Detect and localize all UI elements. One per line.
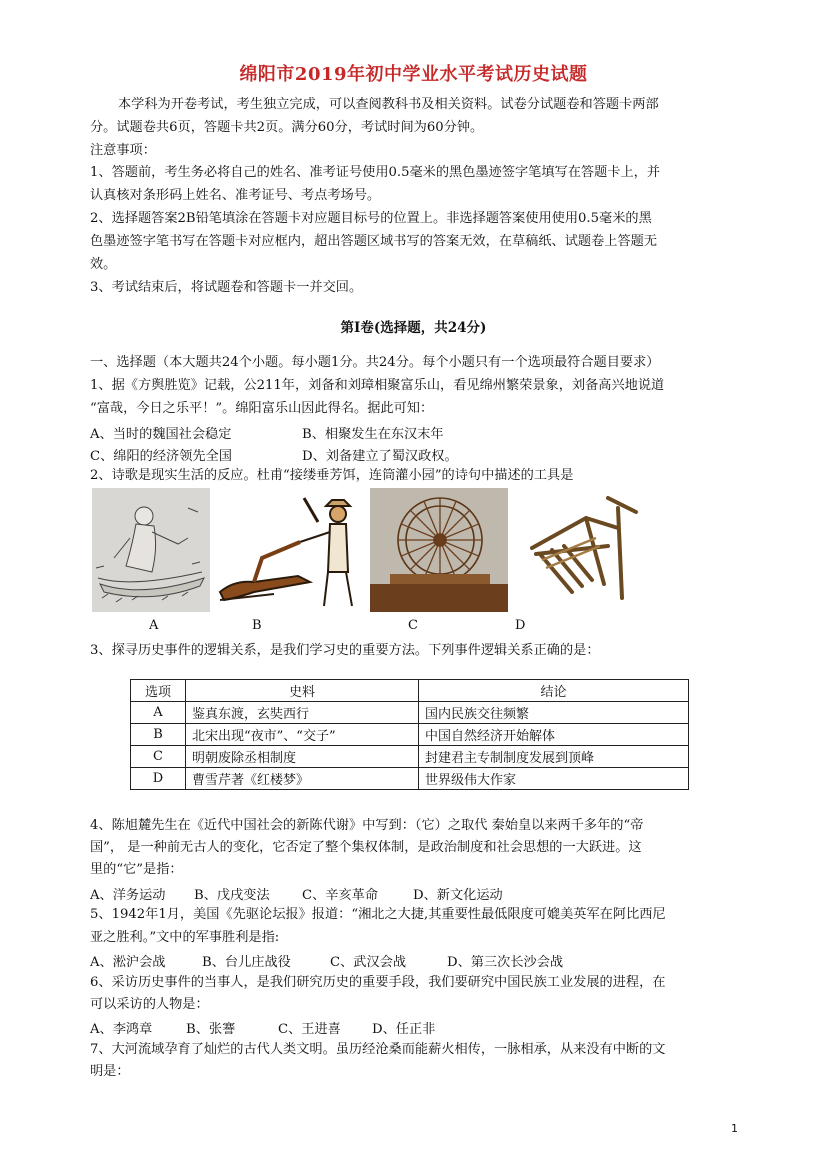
q5-stem-b: 亚之胜利。”文中的军事胜利是指: (90, 930, 280, 945)
q5-option-b: B、台儿庄战役 (202, 955, 291, 970)
header-conclusion: 结论 (419, 680, 689, 702)
row-d-option: D (131, 768, 186, 790)
q2-image-row (92, 488, 640, 614)
row-a-option: A (131, 702, 186, 724)
q4-options (90, 884, 503, 903)
section-title: 第Ⅰ卷(选择题，共24分) (340, 320, 487, 336)
q5-stem-a: 5、1942年1月，美国《先驱论坛报》报道：“湘北之大捷,其重要性最低限度可媲美英军在阿比西尼 (90, 907, 666, 922)
q2-label-b: B (252, 618, 262, 633)
q1-option-b: B、相聚发生在东汉末年 (302, 427, 444, 442)
q1-options-row-2 (90, 445, 458, 464)
row-b-source: 北宋出现“夜市”、“交子” (186, 724, 419, 746)
q2-label-d: D (515, 618, 526, 633)
page-number: 1 (731, 1122, 738, 1135)
bamboo-tool-image (512, 488, 640, 612)
row-d-conclusion: 世界级伟大作家 (419, 768, 689, 790)
q5-option-c: C、武汉会战 (330, 955, 407, 970)
q5-options (90, 951, 563, 970)
header-source: 史料 (186, 680, 419, 702)
q5-option-a: A、淞沪会战 (90, 955, 166, 970)
q4-stem-a: 4、陈旭麓先生在《近代中国社会的新陈代谢》中写到：（它）之取代 秦始皇以来两千多年的“帝 (90, 818, 644, 833)
water-wheel-image (370, 488, 508, 612)
table-row (131, 768, 689, 790)
q5-option-d: D、第三次长沙会战 (447, 955, 564, 970)
q1-options-row-1 (90, 423, 444, 442)
notice-item-1a: 1、答题前，考生务必将自己的姓名、准考证号使用0.5毫米的黑色墨迹签字笔填写在答题卡上，并 (90, 165, 661, 180)
table-row (131, 702, 689, 724)
q1-option-c: C、绵阳的经济领先全国 (90, 449, 232, 464)
q6-option-b: B、张謇 (186, 1022, 236, 1037)
q6-stem-a: 6、采访历史事件的当事人，是我们研究历史的重要手段，我们要研究中国民族工业发展的进程，在 (90, 975, 666, 990)
q4-option-a: A、洋务运动 (90, 888, 166, 903)
q6-option-c: C、王进喜 (278, 1022, 341, 1037)
q7-stem-b: 明是： (90, 1064, 130, 1079)
q4-option-b: B、戊戌变法 (194, 888, 270, 903)
q2-label-a: A (149, 618, 159, 633)
part-header: 一、选择题（本大题共24个小题。每小题1分。共24分。每个小题只有一个选项最符合题目要求） (90, 355, 660, 370)
q3-stem: 3、探寻历史事件的逻辑关系，是我们学习史的重要方法。下列事件逻辑关系正确的是： (90, 643, 600, 658)
q6-options (90, 1018, 435, 1037)
exam-title: 绵阳市2019年初中学业水平考试历史试题 (239, 64, 588, 85)
row-c-option: C (131, 746, 186, 768)
q6-option-d: D、任正非 (372, 1022, 436, 1037)
table-row (131, 746, 689, 768)
q2-label-c: C (408, 618, 418, 633)
row-d-source: 曹雪芹著《红楼梦》 (186, 768, 419, 790)
row-c-source: 明朝废除丞相制度 (186, 746, 419, 768)
q3-table-header (131, 680, 689, 702)
q4-option-d: D、新文化运动 (413, 888, 503, 903)
notice-heading: 注意事项： (90, 143, 156, 158)
intro-line-2: 分。试题卷共6页，答题卡共2页。满分60分，考试时间为60分钟。 (90, 120, 484, 135)
row-b-conclusion: 中国自然经济开始解体 (419, 724, 689, 746)
row-c-conclusion: 封建君主专制制度发展到顶峰 (419, 746, 689, 768)
row-a-source: 鉴真东渡，玄奘西行 (186, 702, 419, 724)
row-a-conclusion: 国内民族交往频繁 (419, 702, 689, 724)
fisherman-sketch-image (92, 488, 210, 612)
table-row (131, 724, 689, 746)
q4-stem-b: 国”， 是一种前无古人的变化，它否定了整个集权体制，是政治制度和社会思想的一大跃进。这 (90, 840, 642, 855)
notice-item-2b: 色墨迹签字笔书写在答题卡对应框内，超出答题区域书写的答案无效，在草稿纸、试题卷上答题无 (90, 234, 658, 249)
q6-stem-b: 可以采访的人物是： (90, 997, 209, 1012)
q1-option-a: A、当时的魏国社会稳定 (90, 427, 232, 442)
q4-option-c: C、辛亥革命 (302, 888, 379, 903)
q1-option-d: D、刘备建立了蜀汉政权。 (302, 449, 458, 464)
q6-option-a: A、李鸿章 (90, 1022, 153, 1037)
notice-item-2a: 2、选择题答案2B铅笔填涂在答题卡对应题目标号的位置上。非选择题答案使用使用0.5毫米的黑 (90, 211, 652, 226)
notice-item-1b: 认真核对条形码上姓名、准考证号、考点考场号。 (90, 188, 381, 203)
q1-stem-a: 1、据《方舆胜览》记载，公211年，刘备和刘璋相聚富乐山，看见绵州繁荣景象，刘备高兴地说道 (90, 378, 665, 393)
plough-man-image (214, 488, 364, 612)
q7-stem-a: 7、大河流域孕育了灿烂的古代人类文明。虽历经沧桑而能薪火相传，一脉相承，从来没有中断的文 (90, 1042, 666, 1057)
notice-item-3: 3、考试结束后，将试题卷和答题卡一并交回。 (90, 280, 363, 295)
header-option: 选项 (131, 680, 186, 702)
q1-stem-b: “富哉，今日之乐平！”。绵阳富乐山因此得名。据此可知： (90, 401, 434, 416)
q4-stem-c: 里的“它”是指： (90, 862, 183, 877)
row-b-option: B (131, 724, 186, 746)
q2-stem: 2、诗歌是现实生活的反应。杜甫“接缕垂芳饵，连筒灌小园”的诗句中描述的工具是 (90, 468, 574, 483)
q3-table (130, 679, 689, 790)
notice-item-2c: 效。 (90, 257, 117, 272)
intro-line-1: 本学科为开卷考试，考生独立完成，可以查阅教科书及相关资料。试卷分试题卷和答题卡两部 (118, 97, 659, 112)
